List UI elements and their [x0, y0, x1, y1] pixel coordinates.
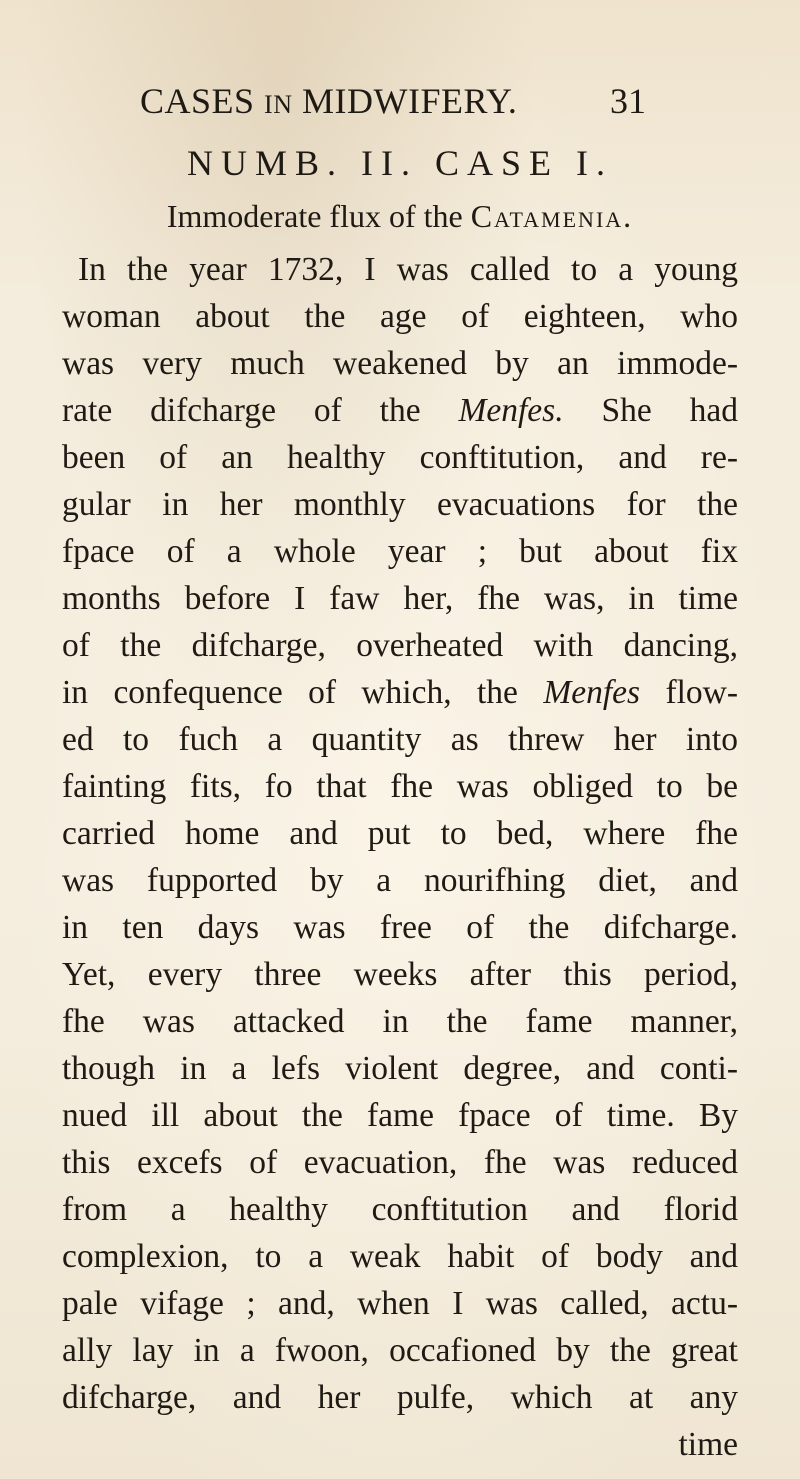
running-head-word-midwifery: MIDWIFERY.	[301, 81, 518, 121]
page-number: 31	[610, 81, 646, 121]
body-text	[62, 246, 738, 1468]
case-heading: NUMB. II. CASE I.	[186, 143, 613, 183]
text-line: fpace of a whole year ; but about fix	[62, 533, 738, 570]
text-line: carried home and put to bed, where fhe	[62, 815, 738, 852]
subtitle-small-caps: Catamenia.	[470, 198, 634, 234]
text-line: pale vifage ; and, when I was called, actu-	[62, 1285, 738, 1322]
text-line: been of an healthy conftitution, and re-	[62, 439, 738, 476]
text-line: Yet, every three weeks after this period,	[62, 956, 738, 993]
text-line: gular in her monthly evacuations for the	[62, 486, 738, 523]
running-head-word-in: IN	[264, 90, 293, 119]
text-line: rate difcharge of the Menfes. She had	[62, 392, 738, 429]
text-line: ed to fuch a quantity as threw her into	[62, 721, 738, 758]
text-line: months before I faw her, fhe was, in time	[62, 580, 738, 617]
text-line: this excefs of evacuation, fhe was reduced	[62, 1144, 738, 1181]
text-line: fainting fits, fo that fhe was obliged to be	[62, 768, 738, 805]
text-line: of the difcharge, overheated with dancing,	[62, 627, 738, 664]
text-line: woman about the age of eighteen, who	[62, 298, 738, 335]
italic-word: Menfes	[543, 674, 641, 711]
text-line: though in a lefs violent degree, and conti-	[62, 1050, 738, 1087]
text-line: nued ill about the fame fpace of time. By	[62, 1097, 738, 1134]
subtitle-lead: Immoderate flux of the	[166, 198, 471, 234]
text-line: difcharge, and her pulfe, which at any	[62, 1379, 738, 1416]
text-line: fhe was attacked in the fame manner,	[62, 1003, 738, 1040]
text-line: in ten days was free of the difcharge.	[62, 909, 738, 946]
italic-word: Menfes.	[458, 392, 564, 429]
text-line: In the year 1732, I was called to a young	[78, 251, 738, 288]
text-line: was very much weakened by an immode-	[62, 345, 738, 382]
text-line: was fupported by a nourifhing diet, and	[62, 862, 738, 899]
text-line: in confequence of which, the Menfes flow-	[62, 674, 739, 711]
text-line: complexion, to a weak habit of body and	[62, 1238, 738, 1275]
catchword: time	[678, 1426, 738, 1463]
text-line: ally lay in a fwoon, occafioned by the great	[62, 1332, 738, 1369]
text-line: from a healthy conftitution and florid	[62, 1191, 738, 1228]
running-head	[140, 80, 660, 122]
case-subtitle	[60, 198, 740, 235]
running-head-word-cases: CASES	[140, 81, 255, 121]
